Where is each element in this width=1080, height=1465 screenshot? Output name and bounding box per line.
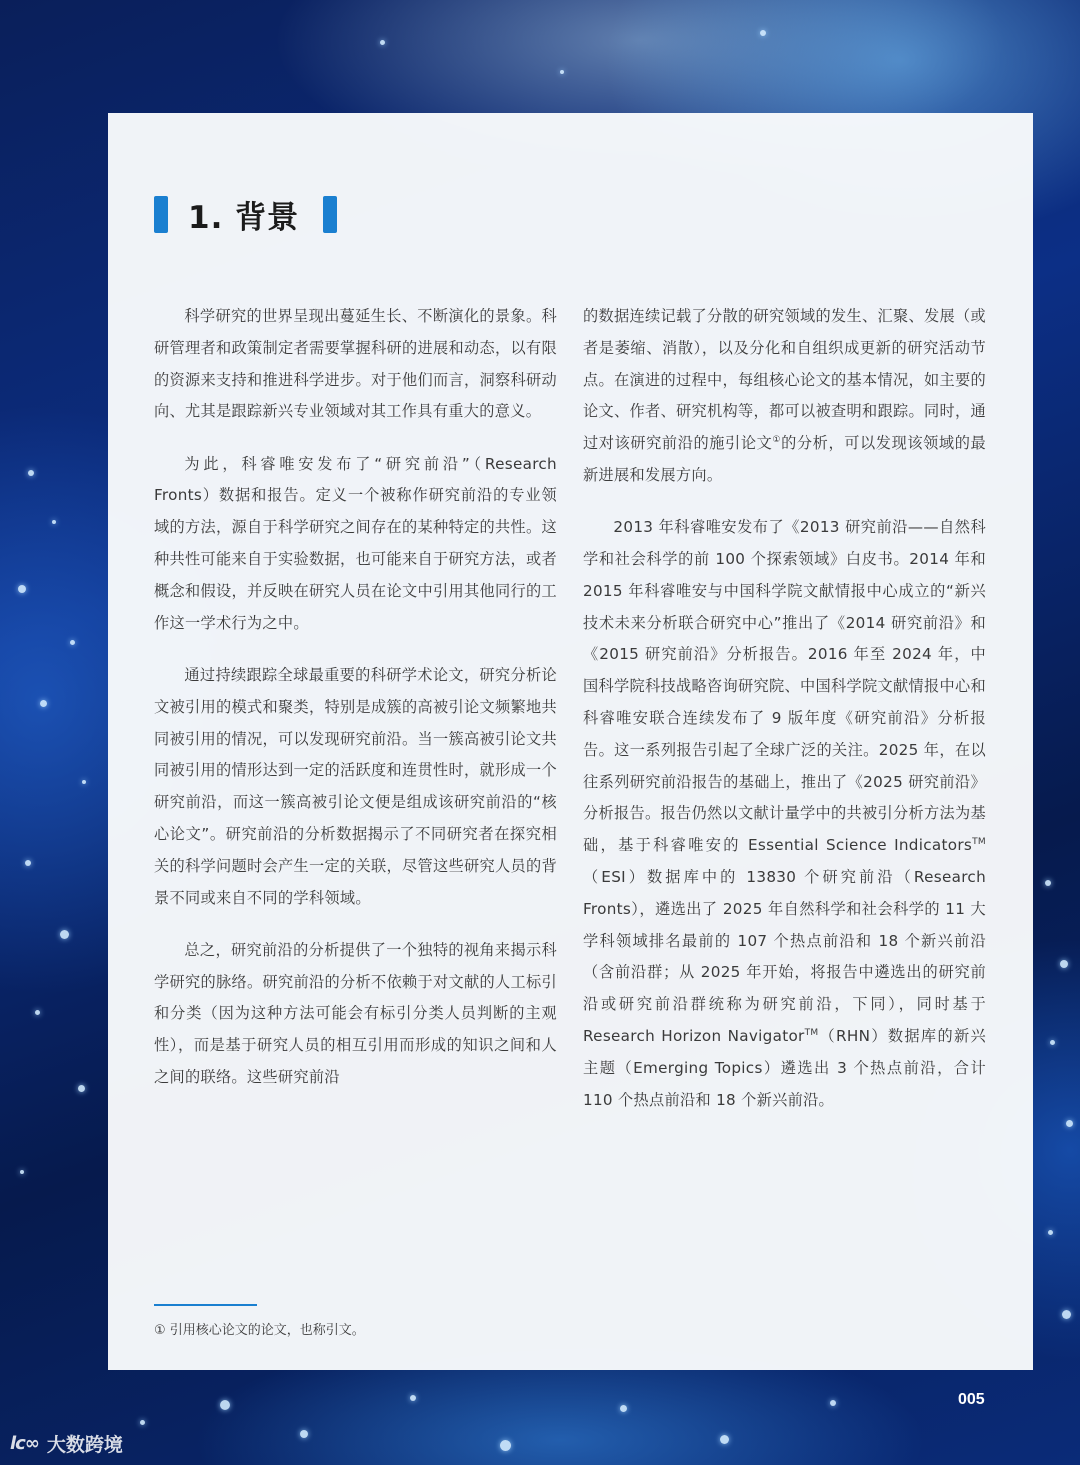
- watermark-logo: lc∞: [10, 1433, 39, 1454]
- trademark-mark: TM: [804, 1028, 819, 1039]
- footnote-ref: ①: [772, 435, 782, 446]
- paragraph: 为此，科睿唯安发布了“研究前沿”（Research Fronts）数据和报告。定义一个被称作研究前沿的专业领域的方法，源自于科学研究之间存在的某种特定的共性。这种共性可能来自于实验数据，也可能来自于研究方法，或者概念和假设，并反映在研究人员在论文中引用其他同行的工作这一学术行为之中。: [154, 454, 557, 632]
- page-number: 005: [958, 1391, 985, 1408]
- left-column: [154, 301, 557, 1114]
- watermark: [10, 1430, 123, 1457]
- paragraph: [583, 512, 986, 1116]
- trademark-mark: TM: [972, 837, 986, 848]
- paragraph: 通过持续跟踪全球最重要的科研学术论文，研究分析论文被引用的模式和聚类，特别是成簇的高被引论文频繁地共同被引用的情况，可以发现研究前沿。当一簇高被引论文共同被引用的情形达到一定的活跃度和连贯性时，就形成一个研究前沿，而这一簇高被引论文便是组成该研究前沿的“核心论文”。研究前沿的分析数据揭示了不同研究者在探究相关的科学问题时会产生一定的关联，尽管这些研究人员的背景不同或来自不同的学科领域。: [154, 665, 557, 907]
- text-run: （ESI）数据库中的 13830 个研究前沿（Research Fronts），遴选出了 2025 年自然科学和社会科学的 11 大学科领域排名最前的 107 个热点前沿和 18 个新兴前沿（含前沿群；从 2025 年开始，将报告中遴选出的研究前沿或研究前沿群统称为研究前沿，下同），同时基于 Research Horizon Navigator: [583, 868, 986, 1046]
- paragraph: [583, 301, 986, 492]
- section-heading: [154, 195, 337, 236]
- text-run: 2013 年科睿唯安发布了《2013 研究前沿——自然科学和社会科学的前 100 个探索领域》白皮书。2014 年和 2015 年科睿唯安与中国科学院文献情报中心成立的“新兴技术未来分析联合研究中心”推出了《2014 研究前沿》和《2015 研究前沿》分析报告。2016 年至 2024 年，中国科学院科技战略咨询研究院、中国科学院文献情报中心和科睿唯安联合连续发布了 9 版年度《研究前沿》分析报告。这一系列报告引起了全球广泛的关注。2025 年，在以往系列研究前沿报告的基础上，推出了《2025 研究前沿》分析报告。报告仍然以文献计量学中的共被引分析方法为基础，基于科睿唯安的 Essential Science Indicators: [583, 518, 986, 855]
- watermark-text: 大数跨境: [46, 1434, 123, 1456]
- right-column: [583, 301, 986, 1137]
- paragraph: 总之，研究前沿的分析提供了一个独特的视角来揭示科学研究的脉络。研究前沿的分析不依赖于对文献的人工标引和分类（因为这种方法可能会有标引分类人员判断的主观性），而是基于研究人员的相互引用而形成的知识之间和人之间的联络。这些研究前沿: [154, 940, 557, 1087]
- footnote: ① 引用核心论文的论文，也称引文。: [154, 1323, 365, 1338]
- footnote-divider: [154, 1304, 257, 1306]
- heading-left-bar: [154, 196, 168, 233]
- text-run: 的分析，可以发现该领域的最新进展和发展方向。: [583, 434, 986, 484]
- paragraph: 科学研究的世界呈现出蔓延生长、不断演化的景象。科研管理者和政策制定者需要掌握科研的进展和动态，以有限的资源来支持和推进科学进步。对于他们而言，洞察科研动向、尤其是跟踪新兴专业领域对其工作具有重大的意义。: [154, 307, 557, 421]
- heading-right-bar: [323, 196, 337, 233]
- section-title: 1. 背景: [188, 199, 300, 236]
- text-run: （RHN）数据库的新兴主题（Emerging Topics）遴选出 3 个热点前沿，合计 110 个热点前沿和 18 个新兴前沿。: [583, 1027, 986, 1109]
- text-run: 的数据连续记载了分散的研究领域的发生、汇聚、发展（或者是萎缩、消散），以及分化和自组织成更新的研究活动节点。在演进的过程中，每组核心论文的基本情况，如主要的论文、作者、研究机构等，都可以被查明和跟踪。同时，通过对该研究前沿的施引论文: [583, 307, 986, 453]
